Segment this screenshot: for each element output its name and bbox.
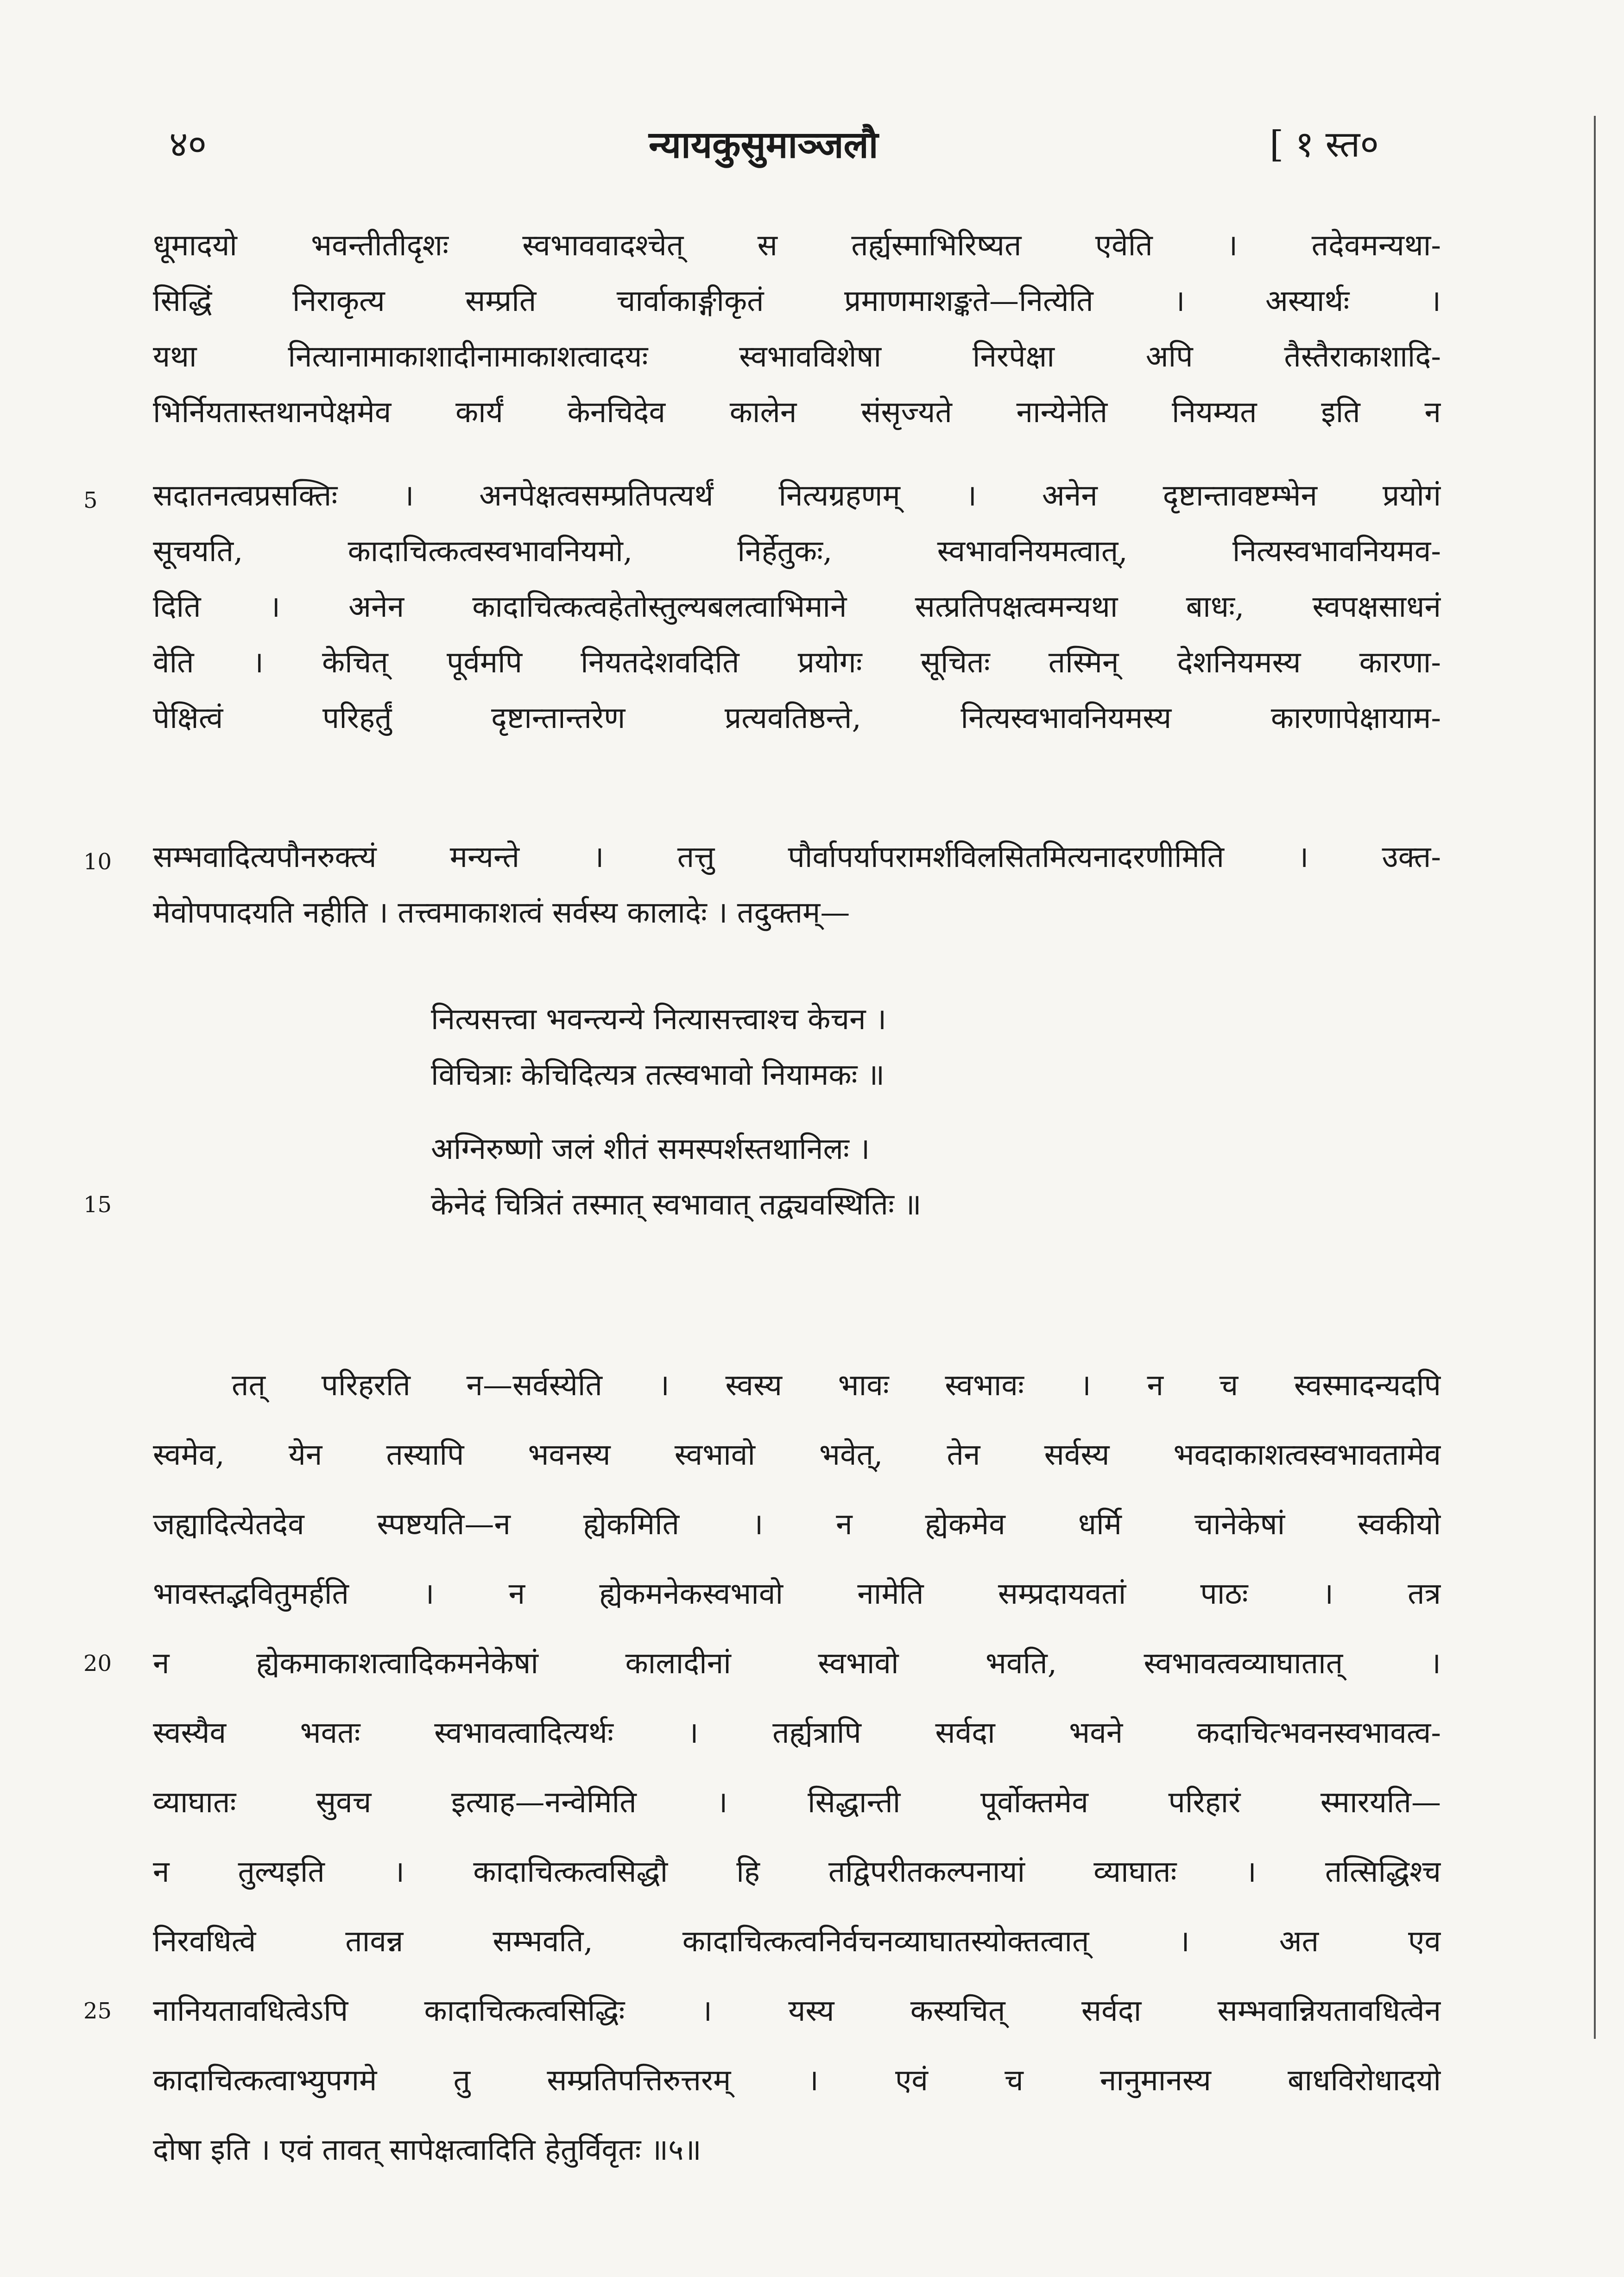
section-marker: [ १ स्त० [1270, 124, 1379, 165]
text-line: तत् परिहरति न—सर्वस्येति । स्वस्य भावः स्वभावः । न च स्वस्मादन्यदपि [232, 1368, 1441, 1403]
text-line: सिद्धिं निराकृत्य सम्प्रति चार्वाकाङ्गीकृतं प्रमाणमाशङ्कते—नित्येति । अस्यार्थः । [153, 284, 1441, 318]
text-line: भिर्नियतास्तथानपेक्षमेव कार्यं केनचिदेव कालेन संसृज्यते नान्येनेति नियम्यत इति न [153, 395, 1441, 430]
text-line: सूचयति, कादाचित्कत्वस्वभावनियमो, निर्हेतुकः, स्वभावनियमत्वात्, नित्यस्वभावनियमव- [153, 534, 1441, 569]
text-line: दिति । अनेन कादाचित्कत्वहेतोस्तुल्यबलत्वाभिमाने सत्प्रतिपक्षत्वमन्यथा बाधः, स्वपक्षसाधनं [153, 590, 1441, 624]
text-line: स्वमेव, येन तस्यापि भवनस्य स्वभावो भवेत्, तेन सर्वस्य भवदाकाशत्वस्वभावतामेव [153, 1438, 1441, 1472]
text-line: भावस्तद्भवितुमर्हति । न ह्येकमनेकस्वभावो नामेति सम्प्रदायवतां पाठः । तत्र [153, 1577, 1441, 1611]
line-number: 15 [83, 1192, 112, 1218]
text-line: निरवधित्वे तावन्न सम्भवति, कादाचित्कत्वनिर्वचनव्याघातस्योक्तत्वात् । अत एव [153, 1924, 1441, 1959]
text-line: सदातनत्वप्रसक्तिः । अनपेक्षत्वसम्प्रतिपत्यर्थं नित्यग्रहणम् । अनेन दृष्टान्तावष्टम्भेन प्रयोगं [153, 479, 1441, 513]
verse-line: नित्यसत्त्वा भवन्त्यन्ये नित्यासत्त्वाश्च केचन । [431, 1002, 887, 1037]
verse-line: अग्निरुष्णो जलं शीतं समस्पर्शस्तथानिलः । [431, 1132, 870, 1166]
line-number: 10 [83, 849, 112, 875]
text-line: स्वस्यैव भवतः स्वभावत्वादित्यर्थः । तर्ह्यत्रापि सर्वदा भवने कदाचित्भवनस्वभावत्व- [153, 1716, 1441, 1750]
text-line: वेति । केचित् पूर्वमपि नियतदेशवदिति प्रयोगः सूचितः तस्मिन् देशनियमस्य कारणा- [153, 645, 1441, 680]
text-line: मेवोपपादयति नहीति । तत्त्वमाकाशत्वं सर्वस्य कालादेः । तदुक्तम्— [153, 896, 850, 930]
text-line: जह्यादित्येतदेव स्पष्टयति—न ह्येकमिति । न ह्येकमेव धर्मि चानेकेषां स्वकीयो [153, 1507, 1441, 1542]
text-line: व्याघातः सुवच इत्याह—नन्वेमिति । सिद्धान्ती पूर्वोक्तमेव परिहारं स्मारयति— [153, 1785, 1441, 1820]
binding-rule [1594, 116, 1596, 2039]
running-title: न्यायकुसुमाञ्जलौ [649, 123, 878, 166]
page-header [0, 118, 1624, 174]
line-number: 25 [83, 1998, 112, 2024]
text-line: यथा नित्यानामाकाशादीनामाकाशत्वादयः स्वभावविशेषा निरपेक्षा अपि तैस्तैराकाशादि- [153, 340, 1441, 374]
verse-line: केनेदं चित्रितं तस्मात् स्वभावात् तद्व्यवस्थितिः ॥ [431, 1188, 922, 1222]
text-line: न तुल्यइति । कादाचित्कत्वसिद्धौ हि तद्विपरीतकल्पनायां व्याघातः । तत्सिद्धिश्च [153, 1855, 1441, 1889]
line-number: 5 [83, 487, 98, 513]
page-number: ४० [169, 124, 207, 165]
text-line: सम्भवादित्यपौनरुक्त्यं मन्यन्ते । तत्तु पौर्वापर्यापरामर्शविलसितमित्यनादरणीमिति । उक्त- [153, 840, 1441, 874]
verse-line: विचित्राः केचिदित्यत्र तत्स्वभावो नियामकः ॥ [431, 1058, 885, 1092]
text-line: नानियतावधित्वेऽपि कादाचित्कत्वसिद्धिः । यस्य कस्यचित् सर्वदा सम्भवान्नियतावधित्वेन [153, 1994, 1441, 2028]
text-line: दोषा इति । एवं तावत् सापेक्षत्वादिति हेतुर्विवृतः ॥५॥ [153, 2133, 701, 2167]
text-line: कादाचित्कत्वाभ्युपगमे तु सम्प्रतिपत्तिरुत्तरम् । एवं च नानुमानस्य बाधविरोधादयो [153, 2063, 1441, 2098]
text-line: न ह्येकमाकाशत्वादिकमनेकेषां कालादीनां स्वभावो भवति, स्वभावत्वव्याघातात् । [153, 1646, 1441, 1681]
text-line: पेक्षित्वं परिहर्तुं दृष्टान्तान्तरेण प्रत्यवतिष्ठन्ते, नित्यस्वभावनियमस्य कारणापेक्षायाम- [153, 701, 1441, 735]
text-line: धूमादयो भवन्तीतीदृशः स्वभाववादश्चेत् स तर्ह्यस्माभिरिष्यत एवेति । तदेवमन्यथा- [153, 228, 1441, 263]
line-number: 20 [83, 1651, 112, 1676]
